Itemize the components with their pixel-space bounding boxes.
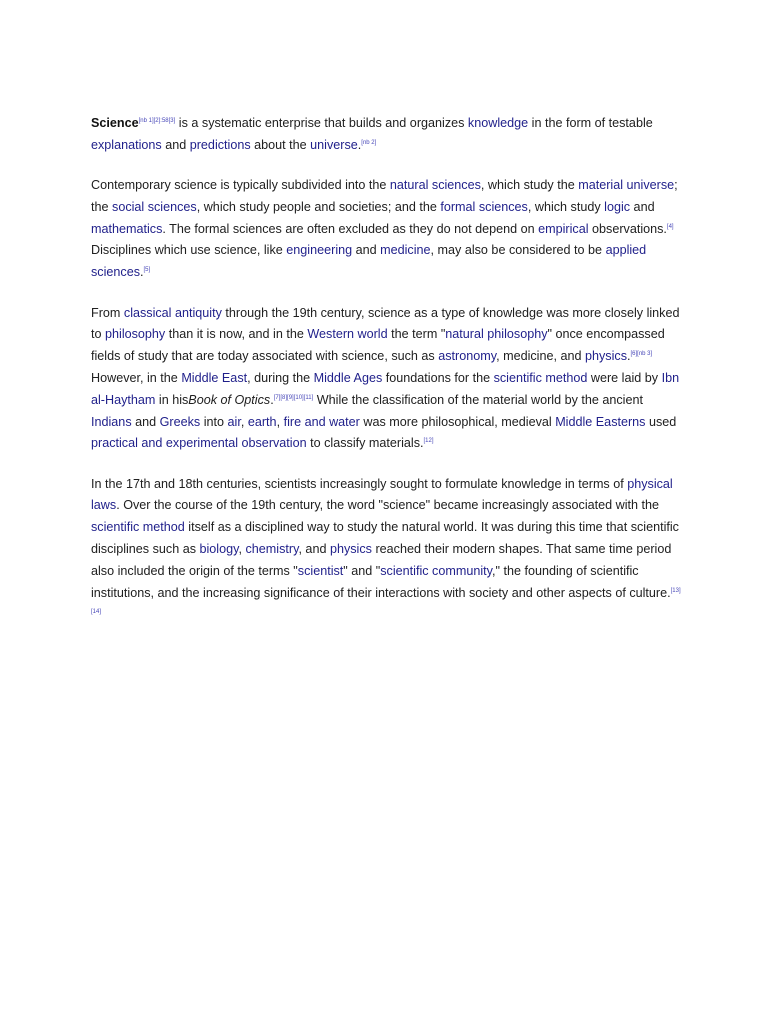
article-link[interactable]: air (227, 414, 241, 429)
article-link[interactable]: fire and water (283, 414, 360, 429)
article-link[interactable]: natural sciences (389, 178, 481, 193)
paragraph-text: and (161, 137, 190, 152)
paragraph-text: . Over the course of the 19th century, the word "science" became increasingly associated with the (116, 498, 660, 513)
article-link[interactable]: formal sciences (440, 199, 528, 214)
italic-title[interactable]: Book of Optics (188, 392, 271, 407)
paragraph-text: " and " (343, 563, 381, 578)
article-link[interactable]: empirical (538, 221, 589, 236)
article-link[interactable]: medicine (380, 243, 431, 258)
citation-reference[interactable]: [6][nb 3] (630, 351, 653, 358)
paragraph-text: the term " (387, 327, 446, 342)
article-link[interactable]: applied sciences (91, 243, 647, 280)
paragraph-text: From (91, 305, 124, 320)
paragraph-text: about the (250, 137, 311, 152)
paragraph-text: used (645, 414, 677, 429)
paragraph-text: However, in the (91, 370, 182, 385)
paragraph-text: through the 19th century, science as a type of knowledge was more closely linked to (91, 305, 680, 342)
paragraph-text: ," the founding of scientific institutions, and the increasing significance of their interactions with society and other aspects of culture. (91, 563, 671, 600)
citation-reference[interactable]: [nb 2] (361, 139, 377, 146)
paragraph-text: itself as a disciplined way to study the natural world. It was during this time that scientific disciplines such as (91, 520, 679, 557)
paragraph-text: Contemporary science is typically subdivided into the (91, 178, 390, 193)
article-body (91, 113, 683, 645)
citation-reference[interactable]: [nb 1][2]:58[3] (138, 118, 176, 124)
paragraph-text: than it is now, and in the (165, 327, 308, 342)
article-link[interactable]: practical and experimental observation (91, 436, 307, 451)
article-link[interactable]: natural philosophy (445, 327, 548, 342)
article-link[interactable]: chemistry (245, 542, 299, 557)
paragraph-text: While the classification of the material world by the ancient (313, 392, 643, 407)
article-link[interactable]: Ibn al-Haytham (91, 370, 680, 407)
paragraph-text: , (238, 542, 246, 557)
paragraph-2 (91, 175, 683, 284)
article-link[interactable]: physics (329, 542, 372, 557)
article-link[interactable]: astronomy (438, 349, 497, 364)
article-link[interactable]: scientific community (380, 563, 492, 578)
paragraph-text: , may also be considered to be (430, 243, 606, 258)
article-link[interactable]: physics (585, 349, 627, 364)
article-link[interactable]: Indians (91, 414, 132, 429)
paragraph-text: and (131, 414, 160, 429)
paragraph-text: into (200, 414, 228, 429)
citation-reference[interactable]: [12] (423, 438, 434, 445)
article-link[interactable]: Greeks (159, 414, 201, 429)
article-link[interactable]: universe (310, 137, 358, 152)
paragraph-3 (91, 303, 683, 456)
citation-reference[interactable]: [13][14] (91, 587, 681, 616)
paragraph-text: foundations for the (382, 370, 494, 385)
paragraph-text: , which study (527, 199, 605, 214)
article-link[interactable]: classical antiquity (123, 305, 222, 320)
article-title-term: Science (91, 116, 139, 130)
article-link[interactable]: material universe (578, 178, 675, 193)
paragraph-text: . (357, 137, 362, 152)
article-link[interactable]: Middle Ages (313, 370, 383, 385)
paragraph-text: is a systematic enterprise that builds and organizes (175, 116, 468, 130)
paragraph-4 (91, 474, 683, 627)
article-link[interactable]: Middle Easterns (555, 414, 646, 429)
paragraph-text: . (140, 265, 144, 280)
paragraph-text: , (276, 414, 284, 429)
article-link[interactable]: predictions (189, 137, 251, 152)
article-link[interactable]: engineering (286, 243, 353, 258)
paragraph-text: observations. (588, 221, 667, 236)
article-link[interactable]: scientific method (91, 520, 185, 535)
paragraph-text: Disciplines which use science, like (91, 243, 287, 258)
article-link[interactable]: Middle East (181, 370, 248, 385)
paragraph-text: reached their modern shapes. That same time period also included the origin of the terms " (91, 542, 672, 578)
paragraph-text: , during the (247, 370, 314, 385)
article-link[interactable]: scientific method (493, 370, 588, 385)
paragraph-text: , which study the (480, 178, 579, 193)
paragraph-text: In the 17th and 18th centuries, scientists increasingly sought to formulate knowledge in terms of (91, 476, 628, 491)
paragraph-text: , and (298, 542, 330, 557)
article-link[interactable]: knowledge (467, 116, 529, 130)
paragraph-text: . The formal sciences are often excluded as they do not depend on (162, 221, 539, 236)
paragraph-text: in his (155, 392, 189, 407)
article-link[interactable]: logic (604, 199, 631, 214)
article-link[interactable]: social sciences (112, 199, 197, 214)
article-link[interactable]: mathematics (91, 221, 163, 236)
paragraph-text: , medicine, and (496, 349, 585, 364)
paragraph-text: was more philosophical, medieval (359, 414, 556, 429)
paragraph-1 (91, 113, 683, 157)
citation-reference[interactable]: [4] (666, 223, 674, 230)
citation-reference[interactable]: [7][8][9][10][11] (273, 394, 314, 401)
article-link[interactable]: earth (247, 414, 277, 429)
paragraph-text: and (352, 243, 381, 258)
paragraph-text: " once encompassed fields of study that are today associated with science, such as (91, 327, 665, 364)
paragraph-text: to classify materials. (306, 436, 424, 451)
article-link[interactable]: physical laws (91, 476, 673, 513)
paragraph-text: in the form of testable (528, 116, 653, 130)
article-link[interactable]: philosophy (105, 327, 166, 342)
paragraph-text: , which study people and societies; and the (196, 199, 441, 214)
article-link[interactable]: scientist (297, 563, 344, 578)
article-link[interactable]: explanations (91, 137, 162, 152)
paragraph-text: . (270, 392, 274, 407)
paragraph-text: were laid by (587, 370, 662, 385)
citation-reference[interactable]: [5] (143, 267, 151, 274)
paragraph-text: , (240, 414, 248, 429)
paragraph-text: and (630, 199, 655, 214)
article-link[interactable]: Western world (307, 327, 388, 342)
paragraph-text: . (627, 349, 631, 364)
paragraph-text: ; the (91, 178, 678, 214)
article-link[interactable]: biology (199, 542, 239, 557)
